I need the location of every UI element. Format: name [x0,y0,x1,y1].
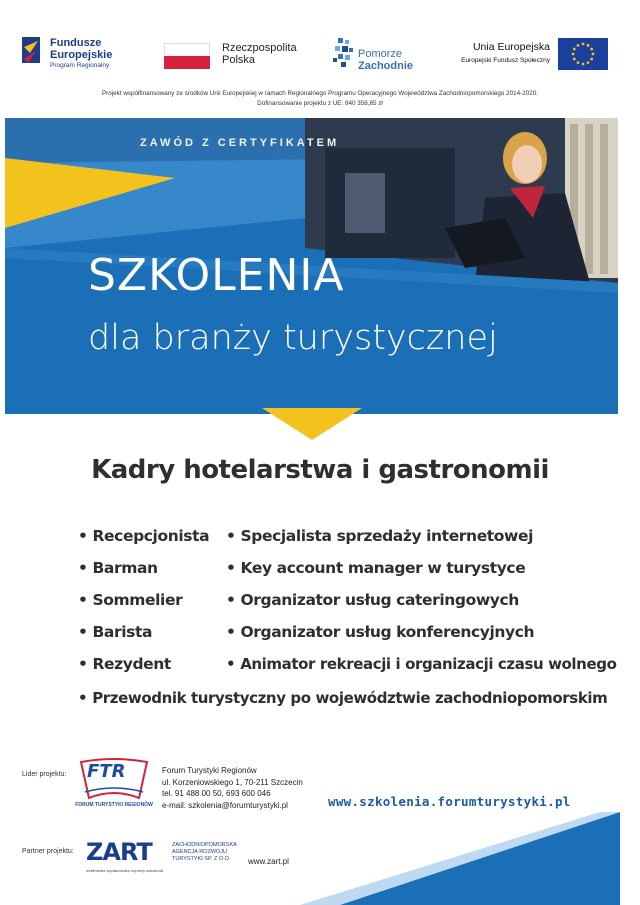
ftr-name: Forum Turystyki Regionów [162,766,257,775]
eu-star-icon [587,61,590,64]
main-heading: Kadry hotelarstwa i gastronomii [91,455,549,485]
zart-website-link[interactable]: www.zart.pl [248,857,289,866]
list-item-full: • Przewodnik turystyczny po województwie zachodniopomorskim [78,689,607,707]
banner-kicker: ZAWÓD Z CERTYFIKATEM [140,137,340,149]
fe-title-line2: Europejskie [50,49,113,61]
rp-line1: Rzeczpospolita [222,42,297,54]
zart-tagline: multimedia wydawnictwo imprezy szkolenia [86,868,163,873]
eu-star-icon [582,63,585,66]
pz-mosaic-icon [332,36,356,72]
ftr-contact-info [162,765,303,811]
list-item: • Animator rekreacji i organizacji czasu wolnego [226,655,616,673]
eu-star-icon [577,44,580,47]
zart-name-line1: ZACHODNIOPOMORSKA [172,842,237,848]
eu-star-icon [592,53,595,56]
eu-star-icon [573,58,576,61]
yellow-arrow-icon [262,408,362,440]
lider-label: Lider projektu: [22,771,67,778]
list-item: • Barista [78,623,152,641]
rzeczpospolita-polska-logo [164,43,314,73]
eu-star-icon [587,44,590,47]
ftr-email[interactable]: e-mail: szkolenia@forumturystyki.pl [162,800,288,810]
website-link[interactable]: www.szkolenia.forumturystyki.pl [328,794,571,809]
ftr-logo-text: FTR [87,761,126,782]
zart-logo [86,838,236,876]
ftr-address: ul. Korzeniowskiego 1, 70-211 Szczecin [162,777,303,787]
ftr-logo [75,758,153,812]
zart-name-line3: TURYSTYKI SP. Z O.O. [172,856,231,862]
eu-flag-icon [558,38,608,70]
eu-star-icon [572,53,575,56]
rp-line2: Polska [222,54,256,66]
partner-label: Partner projektu: [22,848,74,855]
pomorze-zachodnie-logo [332,36,432,76]
list-item: • Barman [78,559,158,577]
footer-blue-stripe [300,812,640,905]
banner-subtitle: dla branży turystycznej [88,318,498,358]
ue-title: Unia Europejska [472,41,550,53]
project-cofinancing-text: Projekt współfinansowany ze środków Unii Europejskiej w ramach Regionalnego Programu Operacyjnego Województwa Zachodniopomorskiego 2014-2020. [101,90,538,97]
zart-name-line2: AGENCJA ROZWOJU [172,849,228,855]
pz-line1: Pomorze [358,48,403,60]
fe-title-line1: Fundusze [50,37,102,49]
pz-line2: Zachodnie [358,60,414,72]
eu-star-icon [577,61,580,64]
list-item: • Sommelier [78,591,182,609]
ftr-phone: tel. 91 488 00 50, 693 600 046 [162,789,271,798]
list-item: • Rezydent [78,655,171,673]
zart-wordmark: ZART [86,838,152,866]
banner-title: SZKOLENIA [88,250,345,301]
polish-flag-icon [164,43,210,69]
eu-star-icon [590,58,593,61]
list-item: • Key account manager w turystyce [226,559,525,577]
fundusze-europejskie-logo [20,33,130,71]
list-item: • Organizator usług konferencyjnych [226,623,534,641]
eu-star-icon [573,48,576,51]
list-item: • Organizator usług cateringowych [226,591,519,609]
ue-subtitle: Europejski Fundusz Społeczny [461,57,550,64]
ftr-logo-sub: FORUM TURYSTYKI REGIONÓW [75,802,153,808]
fe-subtitle: Program Regionalny [50,62,110,69]
eu-star-icon [582,43,585,46]
list-item: • Specjalista sprzedaży internetowej [226,527,533,545]
eu-star-icon [590,48,593,51]
eu-funding-amount: Dofinansowanie projektu z UE: 840 358,85 zł [257,100,383,107]
fe-star-icon [20,33,44,67]
list-item: • Recepcjonista [78,527,209,545]
unia-europejska-logo [448,38,608,72]
